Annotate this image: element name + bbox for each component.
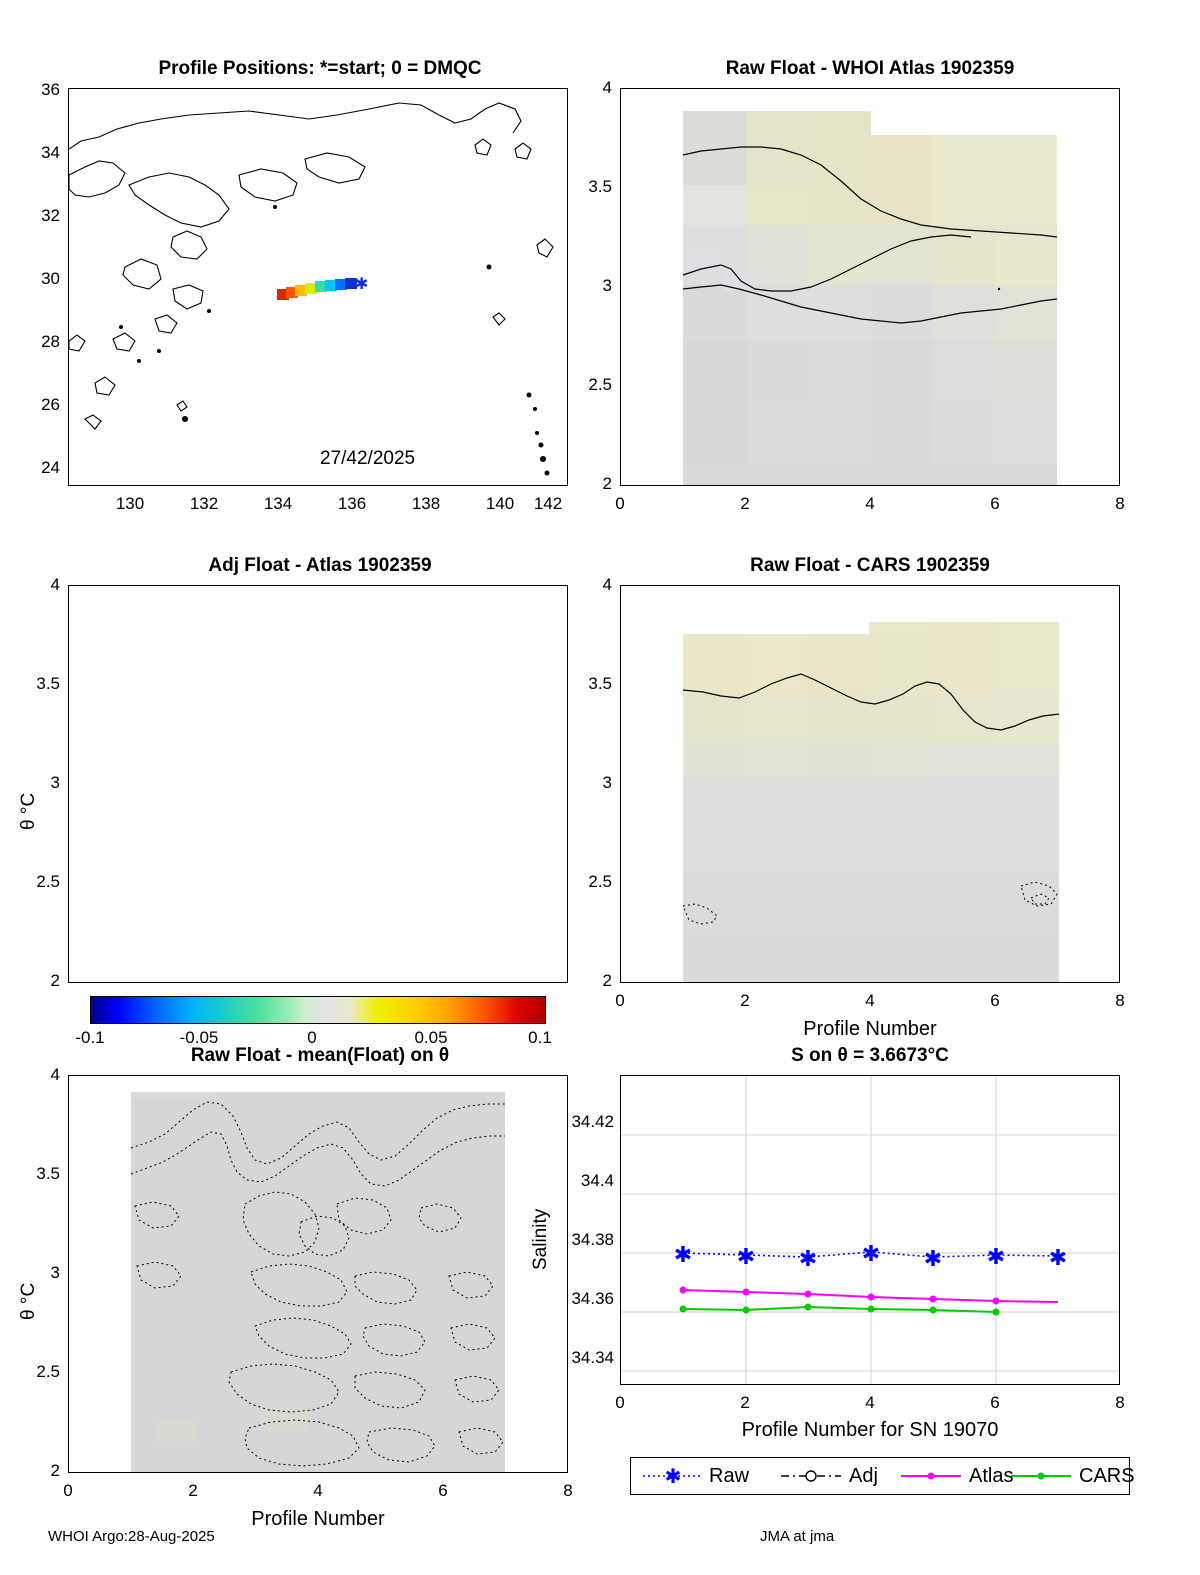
raw-mean-xtick-0: 0 xyxy=(63,1481,73,1500)
raw-cars-axes xyxy=(620,585,1120,983)
raw-whoi-ytick-2: 3 xyxy=(602,276,612,295)
raw-whoi-ytick-4: 4 xyxy=(602,78,612,97)
footer-left: WHOI Argo:28-Aug-2025 xyxy=(48,1528,215,1545)
raw-mean-title: Raw Float - mean(Float) on θ xyxy=(190,1045,450,1066)
raw-whoi-xtick-2: 4 xyxy=(865,494,875,513)
raw-mean-ytick-2: 3 xyxy=(50,1263,60,1282)
raw-mean-ytick-3: 3.5 xyxy=(36,1164,60,1183)
colorbar-gradient xyxy=(91,997,545,1023)
svg-text:✱: ✱ xyxy=(664,1466,682,1488)
colorbar-tick-0: -0.1 xyxy=(75,1028,105,1047)
s-on-theta-xtick-3: 6 xyxy=(990,1393,1000,1412)
map-ytick-3: 30 xyxy=(41,269,60,288)
raw-whoi-xtick-0: 0 xyxy=(615,494,625,513)
map-title: Profile Positions: *=start; 0 = DMQC xyxy=(158,58,482,79)
raw-cars-ytick-2: 3 xyxy=(602,773,612,792)
s-on-theta-xtick-4: 8 xyxy=(1115,1393,1125,1412)
s-on-theta-legend xyxy=(630,1457,1135,1495)
raw-cars-xtick-0: 0 xyxy=(615,991,625,1010)
footer-right: JMA at jma xyxy=(760,1528,835,1545)
raw-whoi-xtick-3: 6 xyxy=(990,494,1000,513)
map-ytick-5: 34 xyxy=(41,143,60,162)
svg-text:✱: ✱ xyxy=(798,1246,818,1271)
raw-cars-ytick-4: 4 xyxy=(602,575,612,594)
svg-text:✱: ✱ xyxy=(861,1241,881,1266)
svg-text:✱: ✱ xyxy=(355,276,369,293)
adj-atlas-ytick-1: 2.5 xyxy=(36,872,60,891)
raw-cars-xtick-3: 6 xyxy=(990,991,1000,1010)
adj-atlas-axes xyxy=(68,585,568,983)
raw-mean-xlabel: Profile Number xyxy=(251,1508,385,1530)
raw-cars-xlabel: Profile Number xyxy=(803,1018,937,1040)
map-xtick-1: 132 xyxy=(189,494,219,513)
s-on-theta-xtick-2: 4 xyxy=(865,1393,875,1412)
raw-whoi-xtick-4: 8 xyxy=(1115,494,1125,513)
raw-mean-xtick-4: 8 xyxy=(563,1481,573,1500)
map-ytick-0: 24 xyxy=(41,458,60,477)
s-on-theta-ytick-4: 34.42 xyxy=(571,1112,614,1131)
raw-cars-xtick-2: 4 xyxy=(865,991,875,1010)
raw-cars-field xyxy=(621,586,1120,983)
s-on-theta-plot xyxy=(621,1076,1120,1385)
adj-atlas-title: Adj Float - Atlas 1902359 xyxy=(208,555,432,576)
s-on-theta-ytick-0: 34.34 xyxy=(571,1348,614,1367)
colorbar-strip xyxy=(90,996,546,1024)
s-on-theta-xlabel: Profile Number for SN 19070 xyxy=(741,1419,999,1441)
raw-mean-xtick-3: 6 xyxy=(438,1481,448,1500)
raw-whoi-ytick-1: 2.5 xyxy=(588,375,612,394)
map-xtick-3: 136 xyxy=(337,494,367,513)
adj-atlas-ytick-3: 3.5 xyxy=(36,674,60,693)
raw-mean-ytick-4: 4 xyxy=(50,1065,60,1084)
colorbar-tick-4: 0.1 xyxy=(528,1028,552,1047)
s-on-theta-ylabel: Salinity xyxy=(530,1208,551,1270)
adj-atlas-ylabel: θ °C xyxy=(18,792,39,830)
adj-atlas-ytick-2: 3 xyxy=(50,773,60,792)
s-on-theta-ytick-2: 34.38 xyxy=(571,1230,614,1249)
s-on-theta-ytick-3: 34.4 xyxy=(580,1171,614,1190)
svg-text:✱: ✱ xyxy=(986,1244,1006,1269)
legend-label-adj: Adj xyxy=(849,1465,878,1487)
map-xtick-4: 138 xyxy=(411,494,441,513)
svg-text:✱: ✱ xyxy=(736,1244,756,1269)
svg-text:✱: ✱ xyxy=(923,1246,943,1271)
raw-mean-ytick-0: 2 xyxy=(50,1461,60,1480)
raw-cars-ytick-0: 2 xyxy=(602,971,612,990)
adj-atlas-ytick-0: 2 xyxy=(50,971,60,990)
raw-mean-xtick-2: 4 xyxy=(313,1481,323,1500)
s-on-theta-title: S on θ = 3.6673°C xyxy=(791,1045,949,1066)
raw-mean-xtick-1: 2 xyxy=(188,1481,198,1500)
s-on-theta-ytick-1: 34.36 xyxy=(571,1289,614,1308)
raw-mean-ylabel: θ °C xyxy=(18,1282,39,1320)
map-ytick-6: 36 xyxy=(41,80,60,99)
raw-whoi-axes xyxy=(620,88,1120,486)
svg-text:✱: ✱ xyxy=(1048,1245,1068,1270)
map-ytick-1: 26 xyxy=(41,395,60,414)
raw-cars-ytick-3: 3.5 xyxy=(588,674,612,693)
raw-whoi-xtick-1: 2 xyxy=(740,494,750,513)
legend-label-cars: CARS xyxy=(1079,1465,1135,1487)
legend-label-atlas: Atlas xyxy=(969,1465,1014,1487)
raw-mean-field xyxy=(69,1076,568,1473)
adj-atlas-ytick-4: 4 xyxy=(50,575,60,594)
raw-whoi-ytick-0: 2 xyxy=(602,474,612,493)
raw-whoi-ytick-3: 3.5 xyxy=(588,177,612,196)
s-on-theta-xtick-0: 0 xyxy=(615,1393,625,1412)
raw-whoi-field xyxy=(621,89,1120,486)
raw-cars-title: Raw Float - CARS 1902359 xyxy=(750,555,990,576)
s-on-theta-xtick-1: 2 xyxy=(740,1393,750,1412)
s-on-theta-axes xyxy=(620,1075,1120,1385)
map-xtick-0: 130 xyxy=(115,494,145,513)
map-ytick-2: 28 xyxy=(41,332,60,351)
map-ytick-4: 32 xyxy=(41,206,60,225)
legend-label-raw: Raw xyxy=(709,1465,750,1487)
colorbar-tick-1: -0.05 xyxy=(179,1028,219,1047)
colorbar-tick-2: 0 xyxy=(307,1028,317,1047)
raw-cars-ytick-1: 2.5 xyxy=(588,872,612,891)
map-xtick-5: 140 xyxy=(485,494,515,513)
map-xtick-6: 142 xyxy=(533,494,563,513)
map-profile-markers xyxy=(69,89,568,486)
map-xtick-2: 134 xyxy=(263,494,293,513)
svg-text:✱: ✱ xyxy=(673,1242,693,1267)
map-axes xyxy=(68,88,568,486)
raw-cars-xtick-1: 2 xyxy=(740,991,750,1010)
raw-mean-ytick-1: 2.5 xyxy=(36,1362,60,1381)
colorbar-tick-3: 0.05 xyxy=(414,1028,448,1047)
map-date-label: 27/42/2025 xyxy=(320,448,416,469)
raw-whoi-title: Raw Float - WHOI Atlas 1902359 xyxy=(725,58,1015,79)
raw-mean-axes xyxy=(68,1075,568,1473)
raw-cars-xtick-4: 8 xyxy=(1115,991,1125,1010)
